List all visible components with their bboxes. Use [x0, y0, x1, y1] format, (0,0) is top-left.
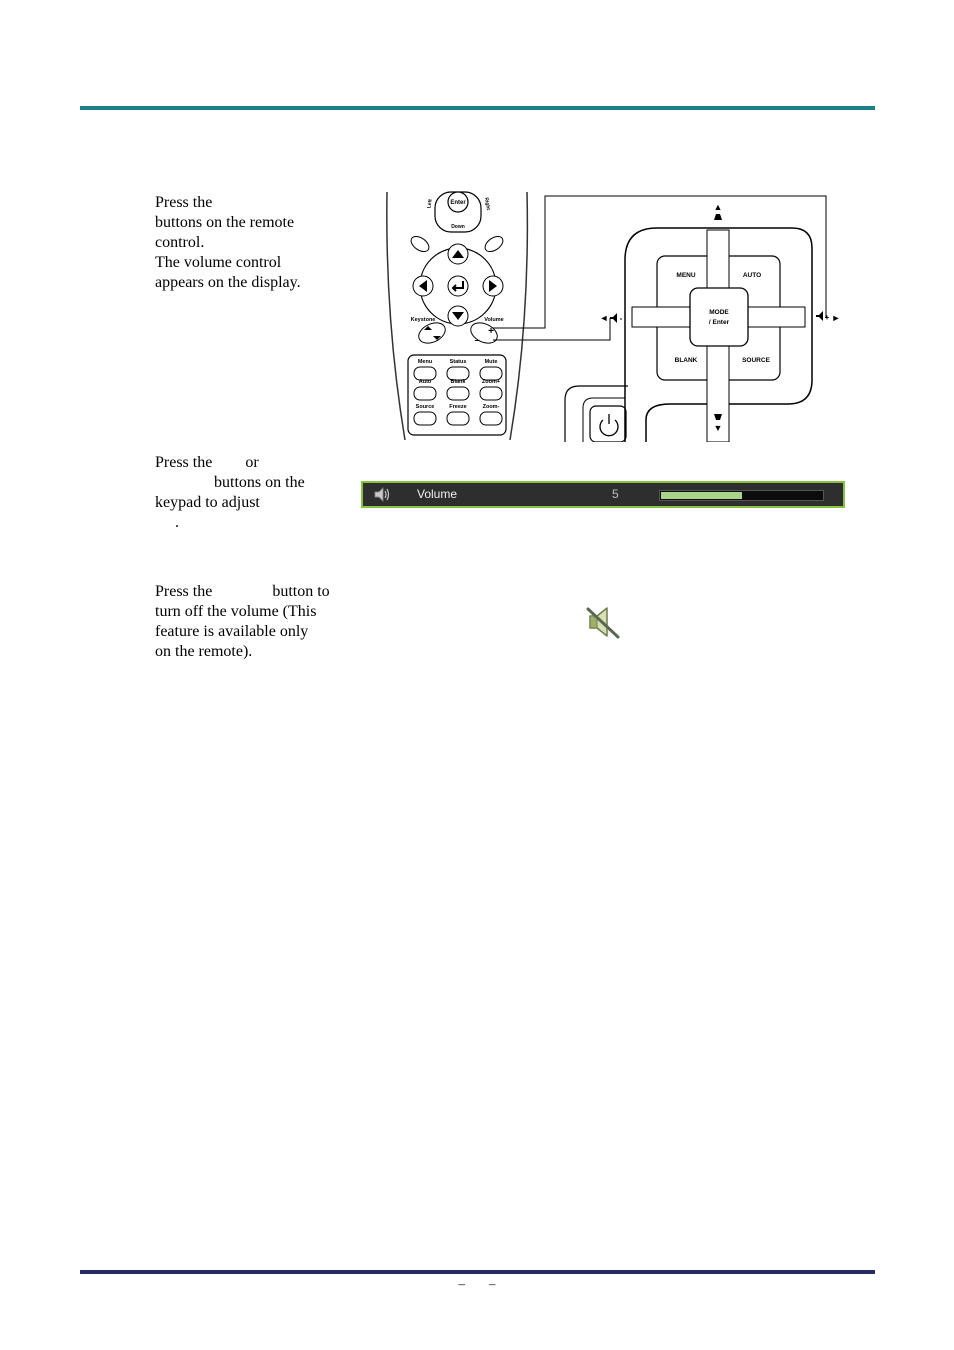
remote-grid-label: Auto: [418, 379, 432, 385]
speaker-icon: [816, 311, 823, 321]
remote-grid-button[interactable]: [414, 412, 436, 425]
remote-page-down-button[interactable]: [482, 233, 505, 254]
remote-enter-label: Enter: [450, 200, 466, 206]
remote-keystone-label: Keystone: [410, 317, 436, 323]
remote-grid-label: Zoom-: [482, 404, 500, 410]
remote-enter-center-button[interactable]: [448, 276, 468, 296]
step-2-line: Press the: [155, 454, 213, 471]
step-1-line: Press the: [155, 194, 213, 211]
step-3-line: Press the: [155, 583, 213, 600]
step-1-text: [155, 193, 347, 293]
step-1-line: buttons on the remote: [155, 214, 295, 231]
osd-volume-value: 5: [612, 487, 619, 501]
remote-down-label: Down: [451, 224, 465, 230]
step-3-line: on the remote).: [155, 643, 253, 660]
remote-grid-label: Freeze: [449, 404, 467, 410]
remote-top-cluster: [426, 192, 491, 232]
speaker-icon: [373, 486, 391, 503]
remote-volume-button[interactable]: [468, 317, 504, 347]
remote-grid-button[interactable]: [447, 412, 469, 425]
step-3-text: [155, 582, 347, 662]
keypad-volume-up-indicator: [816, 311, 840, 323]
keypad-auto-button[interactable]: AUTO: [742, 272, 762, 279]
step-1-line: appears on the display.: [155, 274, 301, 291]
power-icon: [600, 414, 618, 436]
remote-grid-label: Mute: [484, 359, 498, 365]
step-3-line: button to: [272, 583, 330, 600]
page-footer: [0, 1276, 954, 1292]
osd-volume-label: Volume: [417, 487, 458, 501]
header-rule: [80, 106, 875, 110]
keypad-source-button[interactable]: SOURCE: [742, 357, 770, 364]
remote-grid-label: Status: [449, 359, 467, 365]
keypad-left-arrow-icon: ◄: [599, 313, 609, 323]
keypad-minus-sign: -: [619, 314, 623, 323]
remote-grid-button[interactable]: [480, 412, 502, 425]
keypad-power-button[interactable]: [590, 406, 626, 442]
step-2-text: [155, 453, 347, 533]
remote-page-up-button[interactable]: [408, 233, 431, 254]
remote-grid-buttons: [414, 359, 502, 425]
keypad-plus-sign: +: [824, 313, 830, 322]
remote-volume-plus: +: [488, 326, 494, 337]
step-2-or: or: [245, 454, 259, 471]
osd-volume-bar: [361, 481, 845, 508]
remote-grid-label: Blank: [450, 379, 466, 385]
keypad-up-arrow-icon: ▲: [713, 202, 723, 212]
remote-grid-label: Menu: [417, 359, 433, 365]
remote-left-label: Left: [426, 198, 434, 209]
remote-grid-button[interactable]: [480, 387, 502, 400]
remote-volume-minus: –: [474, 335, 480, 345]
step-1-line: The volume control: [155, 254, 282, 271]
step-2-line: buttons on the: [214, 474, 305, 491]
step-2-line: keypad to adjust: [155, 494, 260, 511]
step-3-line: turn off the volume (This: [155, 603, 317, 620]
footer-rule: [80, 1270, 875, 1274]
keypad-down-arrow-icon: ▼: [713, 423, 723, 433]
keypad-volume-down-indicator: [600, 313, 623, 323]
remote-grid-label: Source: [415, 404, 435, 410]
osd-volume-slider[interactable]: [659, 490, 824, 501]
keypad-right-arrow-icon: ►: [831, 313, 841, 323]
keypad-blank-button[interactable]: BLANK: [674, 357, 698, 364]
remote-grid-button[interactable]: [414, 387, 436, 400]
keypad-mode-label: MODE: [709, 309, 729, 316]
speaker-icon: [610, 313, 617, 323]
remote-grid-button[interactable]: [447, 387, 469, 400]
step-3-line: feature is available only: [155, 623, 309, 640]
mute-icon: [585, 605, 621, 639]
step-2-line: .: [175, 514, 179, 531]
remote-volume-label: Volume: [484, 317, 504, 323]
keypad-menu-button[interactable]: MENU: [676, 272, 696, 279]
keypad-mode-enter-button[interactable]: [690, 288, 748, 346]
remote-right-label: Right: [482, 197, 492, 211]
keypad-enter-label: / Enter: [708, 319, 730, 326]
footer-right-dash: –: [489, 1276, 496, 1291]
footer-left-dash: –: [458, 1276, 465, 1291]
remote-keystone-button[interactable]: [416, 319, 449, 347]
remote-keypad-illustration: [380, 190, 850, 442]
remote-grid-label: Zoom+: [481, 379, 501, 385]
osd-volume-fill: [661, 492, 742, 499]
step-1-line: control.: [155, 234, 205, 251]
